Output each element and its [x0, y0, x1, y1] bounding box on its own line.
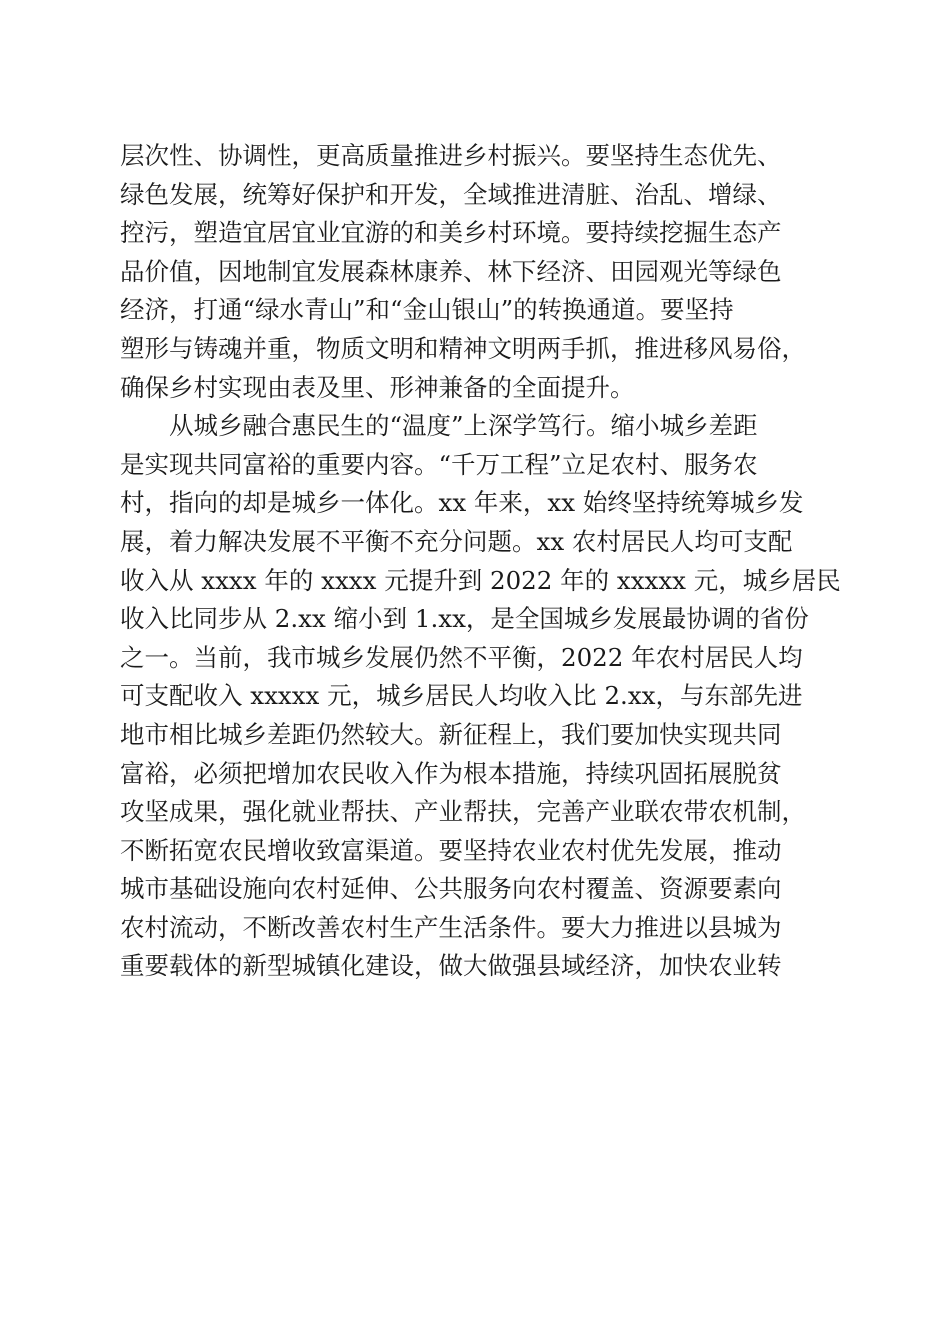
text-line: 之一。当前，我市城乡发展仍然不平衡，2022 年农村居民人均	[120, 642, 803, 672]
text-line: 重要载体的新型城镇化建设，做大做强县域经济，加快农业转	[120, 951, 782, 981]
text-line: 攻坚成果，强化就业帮扶、产业帮扶，完善产业联农带农机制，	[120, 797, 806, 827]
text-line: 可支配收入 xxxxx 元，城乡居民人均收入比 2.xx，与东部先进	[120, 681, 803, 711]
text-line: 控污，塑造宜居宜业宜游的和美乡村环境。要持续挖掘生态产	[120, 218, 782, 248]
body-text	[120, 137, 840, 986]
text-line: 确保乡村实现由表及里、形神兼备的全面提升。	[120, 372, 635, 402]
text-line: 收入从 xxxx 年的 xxxx 元提升到 2022 年的 xxxxx 元，城乡居民	[120, 565, 841, 595]
text-line: 富裕，必须把增加农民收入作为根本措施，持续巩固拓展脱贫	[120, 758, 782, 788]
text-line: 城市基础设施向农村延伸、公共服务向农村覆盖、资源要素向	[120, 874, 782, 904]
text-line: 不断拓宽农民增收致富渠道。要坚持农业农村优先发展，推动	[120, 835, 782, 865]
text-line: 村，指向的却是城乡一体化。xx 年来，xx 始终坚持统筹城乡发	[120, 488, 804, 518]
text-line: 层次性、协调性，更高质量推进乡村振兴。要坚持生态优先、	[120, 141, 782, 170]
text-line: 地市相比城乡差距仍然较大。新征程上，我们要加快实现共同	[120, 719, 782, 749]
text-line: 品价值，因地制宜发展森林康养、林下经济、田园观光等绿色	[120, 256, 782, 286]
text-line: 绿色发展，统筹好保护和开发，全域推进清脏、治乱、增绿、	[120, 179, 782, 209]
text-line: 是实现共同富裕的重要内容。“千万工程”立足农村、服务农	[120, 449, 758, 479]
text-line: 收入比同步从 2.xx 缩小到 1.xx，是全国城乡发展最协调的省份	[120, 604, 809, 634]
text-line: 塑形与铸魂并重，物质文明和精神文明两手抓，推进移风易俗，	[120, 333, 806, 363]
text-line: 展，着力解决发展不平衡不充分问题。xx 农村居民人均可支配	[120, 526, 793, 556]
text-line: 经济，打通“绿水青山”和“金山银山”的转换通道。要坚持	[120, 295, 734, 325]
paragraph-start-line: 从城乡融合惠民生的“温度”上深学笃行。缩小城乡差距	[120, 411, 758, 441]
text-line: 农村流动，不断改善农村生产生活条件。要大力推进以县城为	[120, 912, 782, 942]
